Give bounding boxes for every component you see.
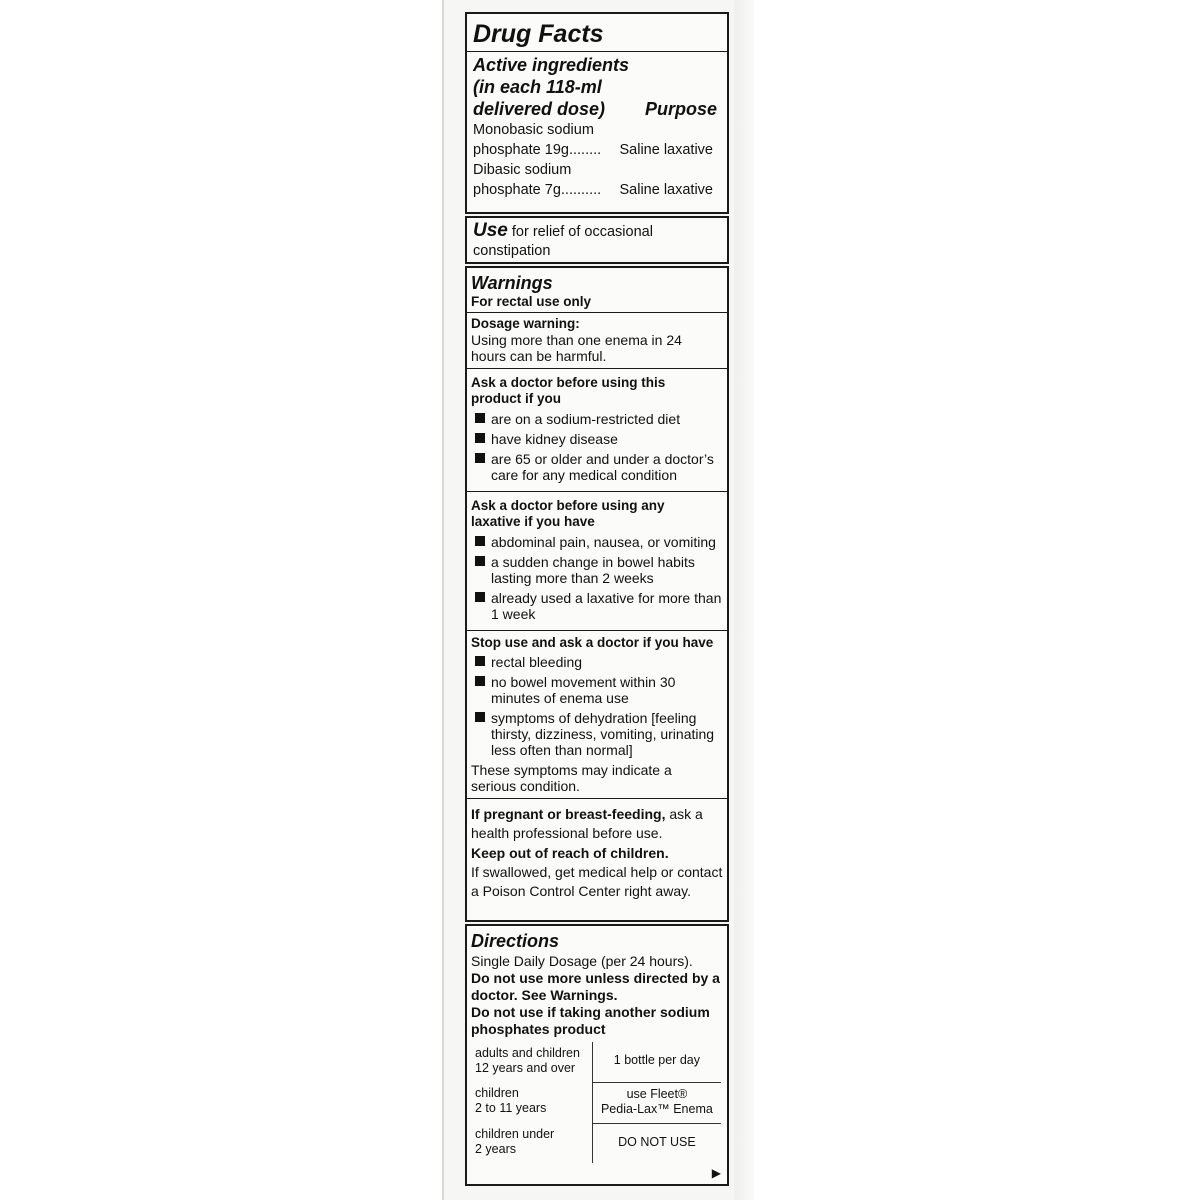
table-row: adults and children 12 years and over 1 bottle per day xyxy=(471,1042,721,1082)
list-item: a sudden change in bowel habits lasting more than 2 weeks xyxy=(471,554,723,586)
list-item: symptoms of dehydration [feeling thirsty, dizziness, vomiting, urinating less often than normal] xyxy=(471,710,723,758)
active-ingredients-section xyxy=(465,12,729,214)
ingredient-row: Dibasic sodium phosphate 7g.......... Saline laxative xyxy=(473,162,713,198)
dosage-warning: Dosage warning: Using more than one enema in 24 hours can be harmful. xyxy=(467,312,727,368)
drug-facts-title: Drug Facts xyxy=(473,20,604,48)
use-heading: Use xyxy=(473,220,508,241)
use-section xyxy=(465,216,729,264)
active-heading-line1: Active ingredients xyxy=(473,55,630,75)
list-item: have kidney disease xyxy=(471,431,723,447)
ingredient-row: Monobasic sodium phosphate 19g........ Saline laxative xyxy=(473,122,713,158)
single-daily-dosage: Single Daily Dosage (per 24 hours). xyxy=(471,953,693,969)
warnings-heading: Warnings xyxy=(471,273,553,293)
use-text-line2: constipation xyxy=(473,243,551,259)
list-item: no bowel movement within 30 minutes of enema use xyxy=(471,674,723,706)
list-item: abdominal pain, nausea, or vomiting xyxy=(471,534,723,550)
rectal-use-note: For rectal use only xyxy=(471,294,592,309)
ask-doctor-before-using: Ask a doctor before using this product if you are on a sodium-restricted diet have kidney disease are 65 or older and under a doctor’s care for any medical condition xyxy=(467,368,727,491)
list-item: already used a laxative for more than 1 week xyxy=(471,590,723,622)
table-row: children 2 to 11 years use Fleet® Pedia-Lax™ Enema xyxy=(471,1082,721,1123)
dosage-table xyxy=(471,1042,721,1163)
purpose-heading: Purpose xyxy=(644,99,717,119)
stop-use: Stop use and ask a doctor if you have rectal bleeding no bowel movement within 30 minutes of enema use symptoms of dehydration [feeling thirsty, dizziness, vomiting, urinating less often than normal] These symptoms may indicate a serious condition. xyxy=(467,630,727,798)
ask-doctor-laxative: Ask a doctor before using any laxative if you have abdominal pain, nausea, or vomiting a sudden change in bowel habits lasting more than 2 weeks already used a laxative for more than 1 week xyxy=(467,491,727,630)
list-item: are 65 or older and under a doctor’s care for any medical condition xyxy=(471,451,723,483)
directions-heading: Directions xyxy=(471,931,560,951)
directions-warning: Do not use more unless directed by a doctor. See Warnings. xyxy=(471,970,720,1003)
table-row: children under 2 years DO NOT USE xyxy=(471,1123,721,1163)
continue-arrow-icon: ▶ xyxy=(711,1166,721,1180)
directions-warning-sodium: Do not use if taking another sodium phosphates product xyxy=(471,1004,710,1037)
pregnancy-and-children: If pregnant or breast-feeding, ask a health professional before use. Keep out of reach of children. If swallowed, get medical help or contact a Poison Control Center right away. xyxy=(467,798,727,905)
list-item: rectal bleeding xyxy=(471,654,723,670)
directions-section xyxy=(465,924,729,1186)
list-item: are on a sodium-restricted diet xyxy=(471,411,723,427)
warnings-section xyxy=(465,266,729,922)
use-text-line1: for relief of occasional xyxy=(511,224,653,240)
active-heading-line2: (in each 118-ml xyxy=(473,77,602,97)
box-right-edge xyxy=(734,0,754,1200)
active-heading-line3: delivered dose) xyxy=(473,99,606,119)
